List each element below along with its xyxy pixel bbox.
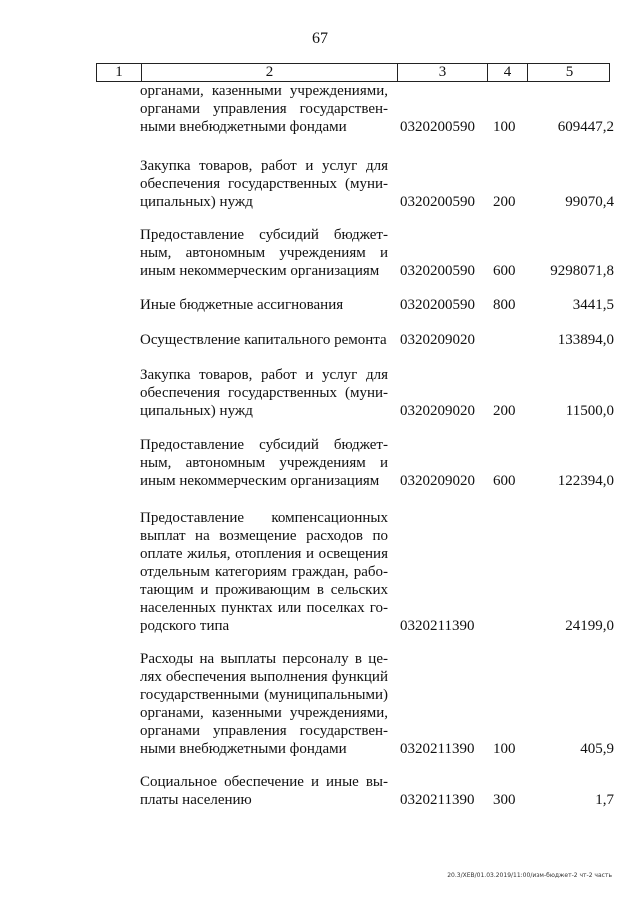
description-line: обеспечения государственных (муни- bbox=[140, 385, 388, 401]
description-line: Предоставление компенсационных bbox=[140, 510, 388, 526]
row-description bbox=[140, 331, 388, 349]
row-code: 0320200590 bbox=[400, 263, 475, 279]
row-description bbox=[140, 773, 388, 809]
row-expense-type: 200 bbox=[493, 403, 516, 419]
description-line: родского типа bbox=[140, 618, 230, 634]
row-expense-type: 300 bbox=[493, 792, 516, 808]
row-description bbox=[140, 226, 388, 280]
description-line: Предоставление субсидий бюджет- bbox=[140, 437, 388, 453]
row-expense-type: 600 bbox=[493, 473, 516, 489]
row-expense-type: 600 bbox=[493, 263, 516, 279]
row-amount: 609447,2 bbox=[557, 119, 614, 135]
header-col-5: 5 bbox=[565, 64, 574, 80]
row-amount: 3441,5 bbox=[572, 297, 614, 313]
row-amount: 11500,0 bbox=[565, 403, 614, 419]
description-line: ципальных) нужд bbox=[140, 194, 253, 210]
description-line: ным, автономным учреждениям и bbox=[140, 455, 388, 471]
row-code: 0320200590 bbox=[400, 297, 475, 313]
document-footer: 20.3/ХЕВ/01.03.2019/11:00/изм-бюджет-2 чт-2 часть bbox=[447, 872, 612, 879]
page-number: 67 bbox=[312, 30, 328, 47]
description-line: Закупка товаров, работ и услуг для bbox=[140, 158, 388, 174]
row-code: 0320211390 bbox=[400, 792, 475, 808]
description-line: Социальное обеспечение и иные вы- bbox=[140, 774, 388, 790]
row-description bbox=[140, 509, 388, 635]
row-description bbox=[140, 650, 388, 758]
header-col-2: 2 bbox=[142, 64, 398, 81]
row-amount: 133894,0 bbox=[557, 332, 614, 348]
description-line: государственными (муниципальными) bbox=[140, 687, 388, 703]
description-line: ципальных) нужд bbox=[140, 403, 253, 419]
description-line: отдельным категориям граждан, рабо- bbox=[140, 564, 388, 580]
header-col-4: 4 bbox=[488, 64, 528, 81]
row-code: 0320200590 bbox=[400, 119, 475, 135]
row-code: 0320200590 bbox=[400, 194, 475, 210]
row-description bbox=[140, 157, 388, 211]
description-line: Расходы на выплаты персоналу в це- bbox=[140, 651, 388, 667]
description-line: ными внебюджетными фондами bbox=[140, 119, 347, 135]
row-expense-type: 100 bbox=[493, 119, 516, 135]
description-line: органами, казенными учреждениями, bbox=[140, 83, 388, 99]
header-col-3: 3 bbox=[398, 64, 488, 81]
row-code: 0320209020 bbox=[400, 403, 475, 419]
description-line: населенных пунктах или поселках го- bbox=[140, 600, 388, 616]
row-amount: 405,9 bbox=[580, 741, 614, 757]
row-amount: 9298071,8 bbox=[550, 263, 614, 279]
row-amount: 99070,4 bbox=[565, 194, 614, 210]
row-description bbox=[140, 366, 388, 420]
description-line: Иные бюджетные ассигнования bbox=[140, 297, 344, 313]
description-line: Осуществление капитального ремонта bbox=[140, 332, 387, 348]
row-amount: 1,7 bbox=[595, 792, 614, 808]
description-line: оплате жилья, отопления и освещения bbox=[140, 546, 388, 562]
description-line: органами управления государствен- bbox=[140, 101, 388, 117]
description-line: платы населению bbox=[140, 792, 252, 808]
description-line: обеспечения государственных (муни- bbox=[140, 176, 388, 192]
row-expense-type: 800 bbox=[493, 297, 516, 313]
row-expense-type: 200 bbox=[493, 194, 516, 210]
row-code: 0320211390 bbox=[400, 618, 475, 634]
description-line: органами, казенными учреждениями, bbox=[140, 705, 388, 721]
row-code: 0320211390 bbox=[400, 741, 475, 757]
description-line: лях обеспечения выполнения функций bbox=[140, 669, 388, 685]
row-amount: 122394,0 bbox=[557, 473, 614, 489]
row-amount: 24199,0 bbox=[565, 618, 614, 634]
row-description bbox=[140, 82, 388, 136]
description-line: Закупка товаров, работ и услуг для bbox=[140, 367, 388, 383]
description-line: иным некоммерческим организациям bbox=[140, 263, 380, 279]
row-expense-type: 100 bbox=[493, 741, 516, 757]
description-line: Предоставление субсидий бюджет- bbox=[140, 227, 388, 243]
description-line: органами управления государствен- bbox=[140, 723, 388, 739]
row-code: 0320209020 bbox=[400, 473, 475, 489]
description-line: выплат на возмещение расходов по bbox=[140, 528, 388, 544]
row-description bbox=[140, 296, 388, 314]
description-line: тающим и проживающим в сельских bbox=[140, 582, 388, 598]
row-description bbox=[140, 436, 388, 490]
table-header bbox=[96, 63, 610, 82]
description-line: ным, автономным учреждениям и bbox=[140, 245, 388, 261]
description-line: ными внебюджетными фондами bbox=[140, 741, 347, 757]
row-code: 0320209020 bbox=[400, 332, 475, 348]
header-col-1: 1 bbox=[97, 64, 142, 81]
description-line: иным некоммерческим организациям bbox=[140, 473, 380, 489]
